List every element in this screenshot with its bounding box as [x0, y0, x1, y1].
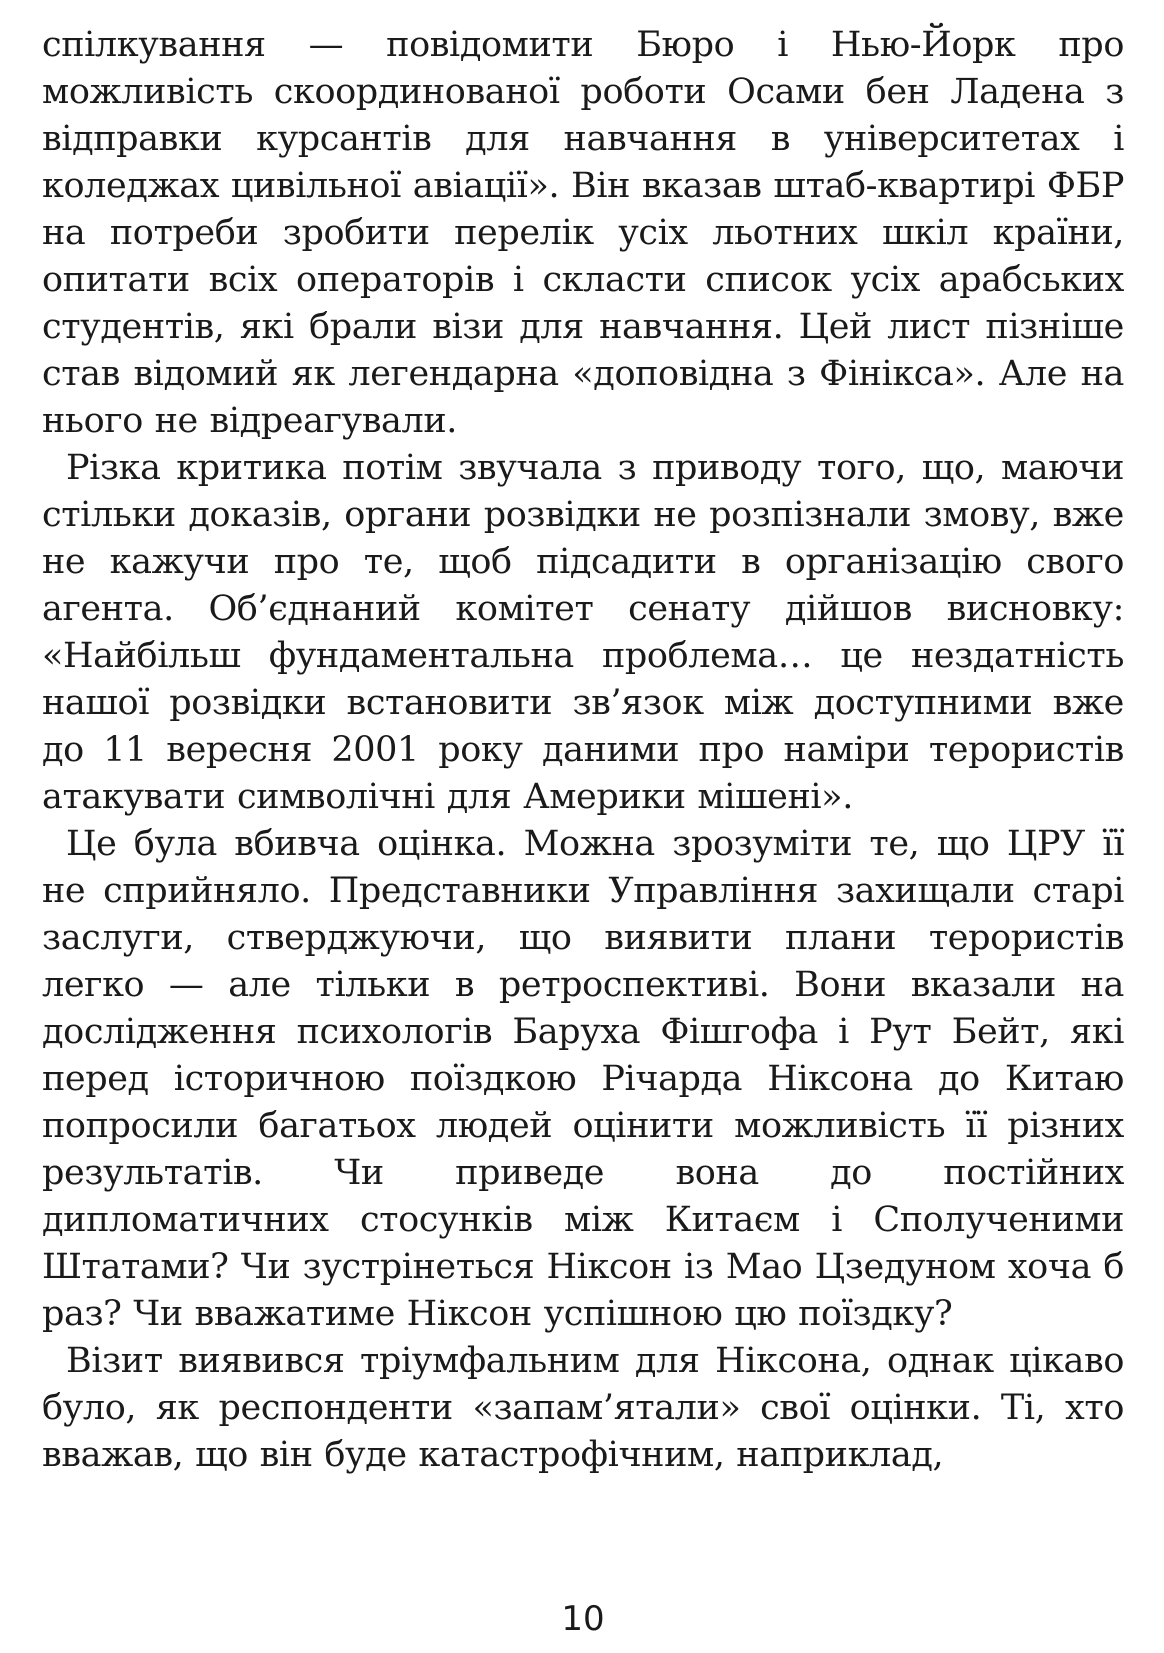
paragraph-cia-assessment: Це була вбивча оцінка. Можна зрозуміти те, що ЦРУ її не сприйняло. Представники Управління захищали старі заслуги, стверджуючи, що виявити плани терористів легко — але тільки в ретроспективі. Вони вказали на дослідження психологів Баруха Фішгофа і Рут Бейт, які перед історичною поїздкою Річарда Ніксона до Китаю попросили багатьох людей оцінити можливість її різних результатів. Чи приведе вона до постійних дипломатичних стосунків між Китаєм і Сполученими Штатами? Чи зустрінеться Ніксон із Мао Цзедуном хоча б раз? Чи вважатиме Ніксон успішною цю поїздку?	[42, 824, 1124, 1334]
paragraph-criticism: Різка критика потім звучала з приводу того, що, маючи стільки доказів, органи розвідки не розпізнали змову, вже не кажучи про те, щоб підсадити в організацію свого агента. Об’єднаний комітет сенату дійшов висновку: «Найбільш фундаментальна проблема… це нездатність нашої розвідки встановити зв’язок між доступними вже до 11 вересня 2001 року даними про наміри терористів атакувати символічні для Америки мішені».	[42, 448, 1124, 817]
paragraph-continuation: спілкування — повідомити Бюро і Нью-Йорк про можливість скоординованої роботи Осами бен Ладена з відправки курсантів для навчання в університетах і коледжах цивільної авіації». Він вказав штаб-квартирі ФБР на потреби зробити перелік усіх льотних шкіл країни, опитати всіх операторів і скласти список усіх арабських студентів, які брали візи для навчання. Цей лист пізніше став відомий як легендарна «доповідна з Фінікса». Але на нього не відреагували.	[42, 25, 1124, 441]
paragraph-nixon-visit: Візит виявився тріумфальним для Ніксона, однак цікаво було, як респонденти «запам’ятали» свої оцінки. Ті, хто вважав, що він буде катастрофічним, наприклад,	[42, 1341, 1124, 1475]
page-number: 10	[561, 1599, 605, 1639]
book-page	[42, 22, 1124, 1639]
